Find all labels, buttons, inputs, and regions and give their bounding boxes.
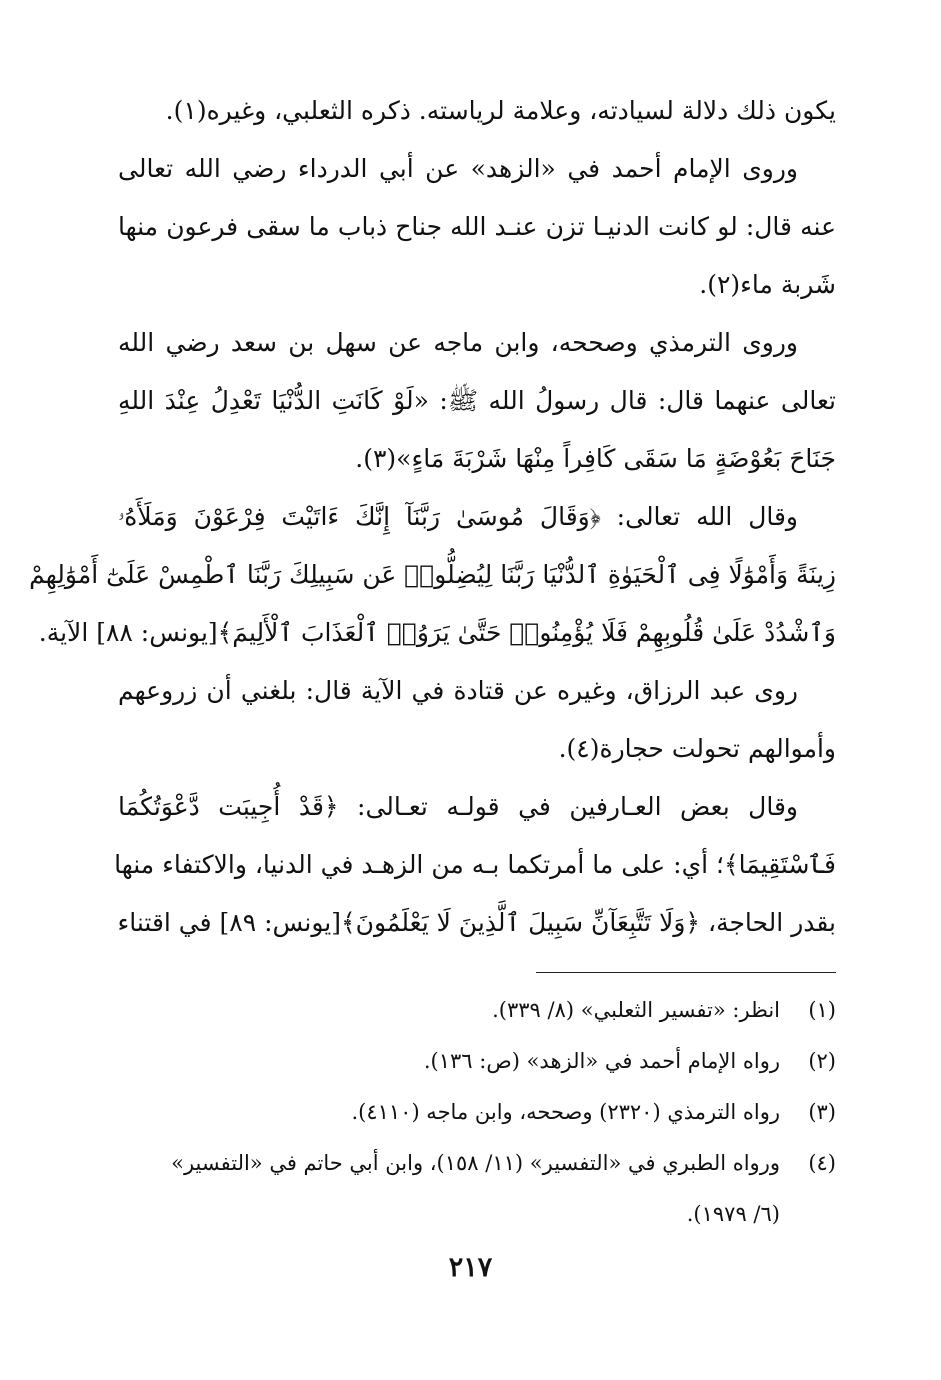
paragraph-1 [118, 82, 836, 140]
footnote-1 [118, 985, 836, 1036]
footnote-text-line: (٦/ ١٩٧٩). [686, 1202, 780, 1226]
paragraph-3 [118, 314, 836, 488]
footnote-number: (٢) [808, 1049, 836, 1073]
footnote-3 [118, 1087, 836, 1138]
text-line: بقدر الحاجة، ﴿وَلَا تَتَّبِعَآنِّ سَبِيلَ ٱلَّذِينَ لَا يَعْلَمُونَ﴾[يونس: ٨٩] في اقتناء [117, 908, 836, 937]
footnote-number: (٣) [808, 1100, 836, 1124]
footnote-number: (٤) [808, 1151, 836, 1175]
text-line: جَنَاحَ بَعُوْضَةٍ مَا سَقَى كَافِراً مِنْهَا شَرْبَةَ مَاءٍ»(٣). [355, 444, 836, 473]
main-text [29, 82, 836, 952]
text-line: شَربة ماء(٢). [699, 270, 836, 299]
text-line: وأموالهم تحولت حجارة(٤). [558, 734, 836, 763]
paragraph-4 [29, 488, 836, 662]
footnote-4 [118, 1138, 836, 1240]
text-line: فَٱسْتَقِيمَا﴾؛ أي: على ما أمرتكما بـه من الزهـد في الدنيا، والاكتفاء منها [114, 850, 836, 879]
text-line: يكون ذلك دلالة لسيادته، وعلامة لرياسته. ذكره الثعلبي، وغيره(١). [165, 96, 836, 125]
text-line: وروى الإمام أحمد في «الزهد» عن أبي الدرداء رضي الله تعالى [118, 154, 798, 183]
text-line: وَٱشْدُدْ عَلَىٰ قُلُوبِهِمْ فَلَا يُؤْمِنُوا۟ حَتَّىٰ يَرَوُا۟ ٱلْعَذَابَ ٱلْأَلِيمَ﴾[يونس: ٨٨] الآية. [38, 618, 836, 647]
footnotes [118, 985, 836, 1240]
footnote-number: (١) [808, 998, 836, 1022]
footnote-text [118, 1138, 780, 1240]
footnote-divider [536, 972, 836, 973]
text-line: وقال بعض العـارفين في قولـه تعـالى: ﴿قَدْ أُجِيبَت دَّعْوَتُكُمَا [118, 792, 798, 821]
paragraph-2 [118, 140, 836, 314]
footnote-text: رواه الإمام أحمد في «الزهد» (ص: ١٣٦). [423, 1049, 780, 1073]
footnote-text: رواه الترمذي (٢٣٢٠) وصححه، وابن ماجه (٤١١٠). [351, 1100, 780, 1124]
paragraph-5 [118, 662, 836, 778]
footnote-2 [118, 1036, 836, 1087]
text-line: تعالى عنهما قال: قال رسولُ الله ﷺ: «لَوْ كَانَتِ الدُّنْيَا تَعْدِلُ عِنْدَ اللهِ [118, 386, 836, 415]
page-number: ٢١٧ [448, 1252, 493, 1283]
text-line: عنه قال: لو كانت الدنيـا تزن عنـد الله جناح ذباب ما سقى فرعون منها [118, 212, 836, 241]
text-line: روى عبد الرزاق، وغيره عن قتادة في الآية قال: بلغني أن زروعهم [118, 676, 798, 705]
text-line: وقال الله تعالى: ﴿وَقَالَ مُوسَىٰ رَبَّنَآ إِنَّكَ ءَاتَيْتَ فِرْعَوْنَ وَمَلَأَهُۥ [118, 502, 798, 531]
footnote-text: انظر: «تفسير الثعلبي» (٨/ ٣٣٩). [492, 998, 780, 1022]
text-line: وروى الترمذي وصححه، وابن ماجه عن سهل بن سعد رضي الله [118, 328, 798, 357]
text-line: زِينَةً وَأَمْوَٰلًا فِى ٱلْحَيَوٰةِ ٱلدُّنْيَا رَبَّنَا لِيُضِلُّوا۟ عَن سَبِيلِكَ رَبَّنَا ٱطْمِسْ عَلَىٰٓ أَمْوَٰلِهِمْ [29, 560, 836, 589]
paragraph-6 [114, 778, 836, 952]
footnote-text-line: ورواه الطبري في «التفسير» (١١/ ١٥٨)، وابن أبي حاتم في «التفسير» [171, 1151, 780, 1175]
